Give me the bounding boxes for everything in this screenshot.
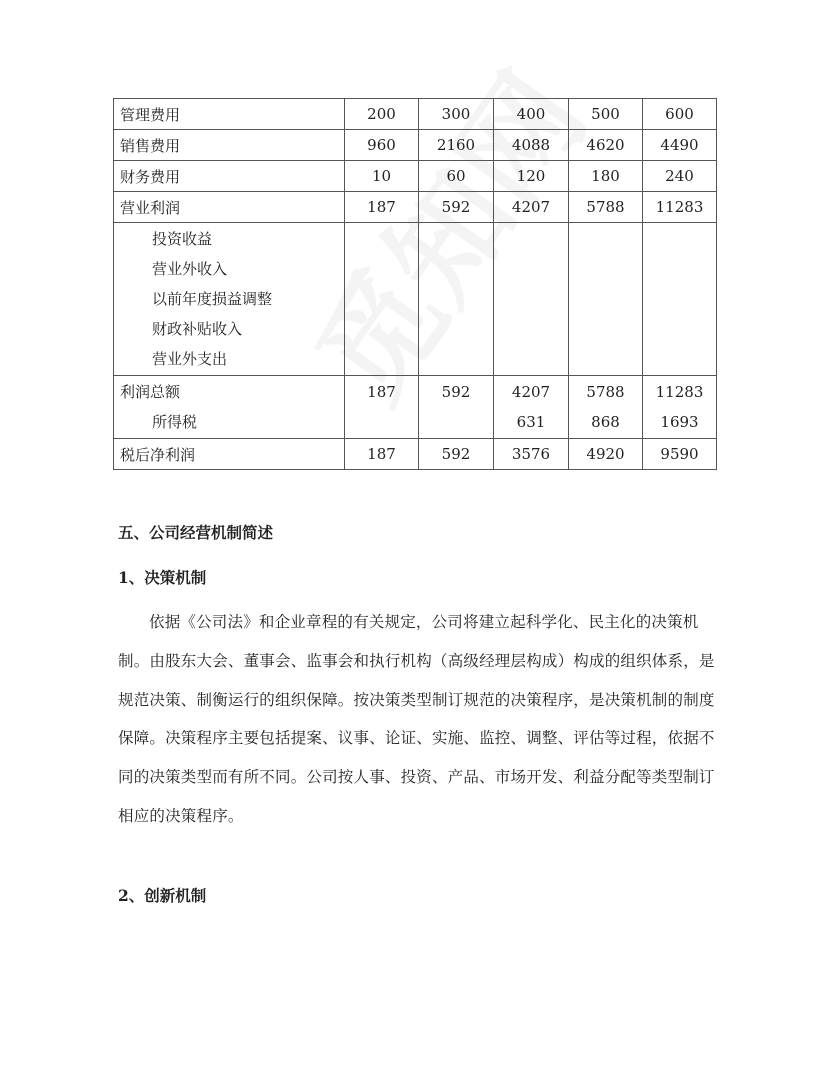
- table-cell: 120: [494, 161, 569, 192]
- row-label: 营业利润: [114, 192, 345, 223]
- table-cell: 4490: [643, 130, 717, 161]
- total-label-cell: [114, 376, 345, 439]
- cell-value: 5788: [586, 383, 625, 401]
- group-item: 营业外收入: [152, 260, 228, 278]
- row-label: 所得税: [152, 413, 198, 431]
- table-row-total: [114, 376, 717, 439]
- table-cell: 4920: [569, 439, 643, 470]
- table-cell: [419, 223, 494, 376]
- table-cell: [494, 223, 569, 376]
- table-cell: 400: [494, 99, 569, 130]
- table-cell: 10: [345, 161, 419, 192]
- table-cell: [643, 376, 717, 439]
- table-cell: 960: [345, 130, 419, 161]
- table-cell: [494, 376, 569, 439]
- section-title: 五、公司经营机制简述: [118, 523, 274, 542]
- table-cell: [569, 376, 643, 439]
- group-label-cell: [114, 223, 345, 376]
- table-cell: 60: [419, 161, 494, 192]
- table-cell: 5788: [569, 192, 643, 223]
- row-label: 管理费用: [114, 99, 345, 130]
- cell-value: 592: [441, 383, 471, 401]
- table-cell: 4620: [569, 130, 643, 161]
- table-cell: 4207: [494, 192, 569, 223]
- table-row-group: [114, 223, 717, 376]
- table-row: [114, 439, 717, 470]
- group-item: 营业外支出: [152, 350, 228, 368]
- table-cell: 600: [643, 99, 717, 130]
- cell-value: 631: [516, 413, 546, 431]
- subsection-title: 1、决策机制: [118, 568, 207, 587]
- table-cell: 4088: [494, 130, 569, 161]
- cell-value: 11283: [655, 383, 704, 401]
- table-cell: [419, 376, 494, 439]
- table-cell: 300: [419, 99, 494, 130]
- table-cell: [569, 223, 643, 376]
- cell-value: [419, 407, 493, 437]
- body-paragraph: 依据《公司法》和企业章程的有关规定，公司将建立起科学化、民主化的决策机制。由股东大会、董事会、监事会和执行机构（高级经理层构成）构成的组织体系，是规范决策、制衡运行的组织保障。按决策类型制订规范的决策程序，是决策机制的制度保障。决策程序主要包括提案、议事、论证、实施、监控、调整、评估等过程，依据不同的决策类型而有所不同。公司按人事、投资、产品、市场开发、利益分配等类型制订相应的决策程序。: [118, 613, 715, 825]
- row-label: 利润总额: [120, 383, 181, 401]
- table-cell: [643, 223, 717, 376]
- table-row: [114, 130, 717, 161]
- table-row: [114, 99, 717, 130]
- row-label: 税后净利润: [114, 439, 345, 470]
- cell-value: 1693: [660, 413, 699, 431]
- table-cell: 11283: [643, 192, 717, 223]
- table-cell: 592: [419, 192, 494, 223]
- table-cell: 592: [419, 439, 494, 470]
- cell-value: [345, 407, 418, 437]
- cell-value: 4207: [511, 383, 551, 401]
- group-item: 投资收益: [152, 230, 213, 248]
- table-row: [114, 192, 717, 223]
- table-cell: 180: [569, 161, 643, 192]
- group-item: 财政补贴收入: [152, 320, 243, 338]
- table-cell: 240: [643, 161, 717, 192]
- table-cell: 3576: [494, 439, 569, 470]
- table-cell: [345, 376, 419, 439]
- row-label: 财务费用: [114, 161, 345, 192]
- table-cell: 200: [345, 99, 419, 130]
- table-cell: 187: [345, 192, 419, 223]
- cell-value: 187: [367, 383, 396, 401]
- group-item: 以前年度损益调整: [152, 290, 273, 308]
- table-cell: [345, 223, 419, 376]
- table-cell: 2160: [419, 130, 494, 161]
- cell-value: 868: [591, 413, 620, 431]
- table-row: [114, 161, 717, 192]
- financial-table: [113, 98, 717, 470]
- table-cell: 187: [345, 439, 419, 470]
- subsection-title: 2、创新机制: [118, 886, 207, 905]
- row-label: 销售费用: [114, 130, 345, 161]
- table-cell: 500: [569, 99, 643, 130]
- table-cell: 9590: [643, 439, 717, 470]
